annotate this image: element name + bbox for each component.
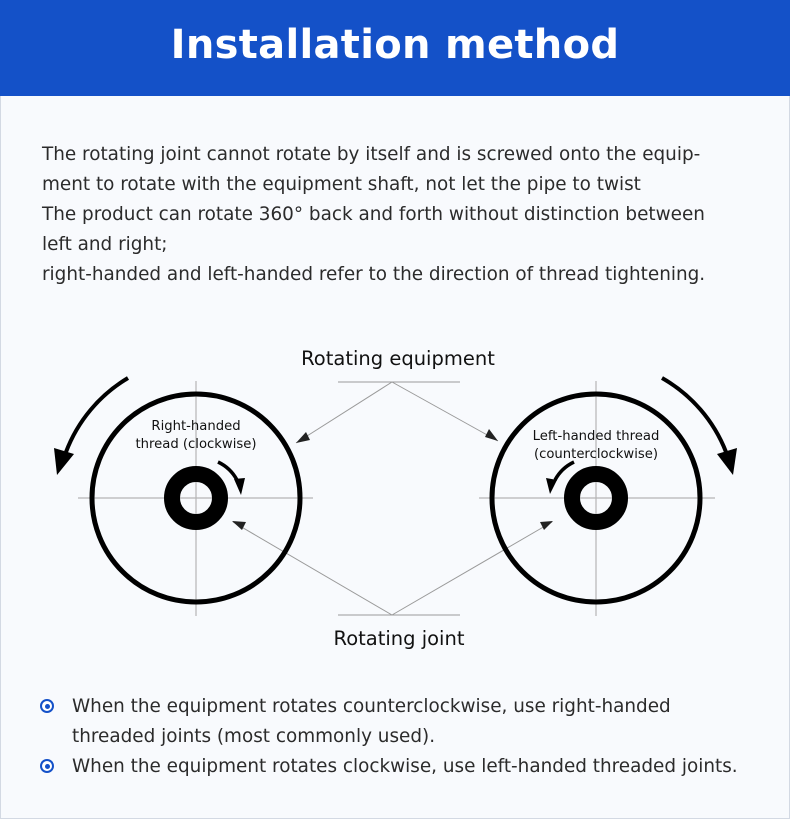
intro-line: left and right;	[42, 234, 168, 255]
intro-line: right-handed and left-handed refer to the direction of thread tightening.	[42, 264, 706, 285]
label-rotating-equipment: Rotating equipment	[301, 347, 495, 370]
leader-joint-left	[233, 522, 392, 615]
page-title: Installation method	[170, 22, 620, 68]
cw-rotation-arrow	[662, 378, 726, 452]
pointer-arrowhead	[296, 432, 310, 443]
installation-diagram	[0, 330, 790, 660]
cw-thread-arrowhead	[234, 478, 245, 495]
bullet-text-line1: When the equipment rotates clockwise, use left-handed threaded joints.	[72, 756, 738, 777]
intro-line: ment to rotate with the equipment shaft, not let the pipe to twist	[42, 174, 641, 195]
label-left-handed-line2: (counterclockwise)	[533, 447, 659, 462]
usage-bullet-list	[40, 692, 780, 782]
ccw-rotation-arrow	[66, 378, 128, 452]
leader-equipment-right	[392, 382, 498, 441]
label-left-handed-line1: Left-handed thread	[532, 429, 660, 444]
cw-thread-arrow	[218, 462, 237, 480]
radio-bullet-icon	[40, 759, 54, 773]
leader-equipment-left	[296, 382, 392, 443]
ccw-thread-arrowhead	[546, 478, 557, 494]
intro-line: The product can rotate 360° back and forth without distinction between	[42, 204, 705, 225]
cw-arrowhead	[717, 448, 737, 475]
bullet-item	[40, 752, 780, 782]
bullet-item	[40, 692, 780, 752]
intro-line: The rotating joint cannot rotate by itself and is screwed onto the equip-	[42, 144, 701, 165]
pointer-arrowhead	[540, 521, 553, 530]
bullet-text-line1: When the equipment rotates counterclockwise, use right-handed	[72, 696, 671, 717]
radio-bullet-icon	[40, 699, 54, 713]
ccw-arrowhead	[54, 448, 74, 475]
intro-text	[42, 140, 762, 290]
label-right-handed-line1: Right-handed	[151, 419, 241, 434]
right-assembly	[479, 378, 737, 616]
header-banner	[0, 0, 790, 96]
left-assembly	[54, 378, 313, 616]
pointer-arrowhead	[485, 429, 498, 441]
label-right-handed-line2: thread (clockwise)	[135, 437, 257, 452]
leader-joint-right	[392, 522, 552, 615]
bullet-text-line2: threaded joints (most commonly used).	[72, 726, 436, 747]
label-rotating-joint: Rotating joint	[333, 627, 465, 650]
ccw-thread-arrow	[555, 462, 574, 480]
